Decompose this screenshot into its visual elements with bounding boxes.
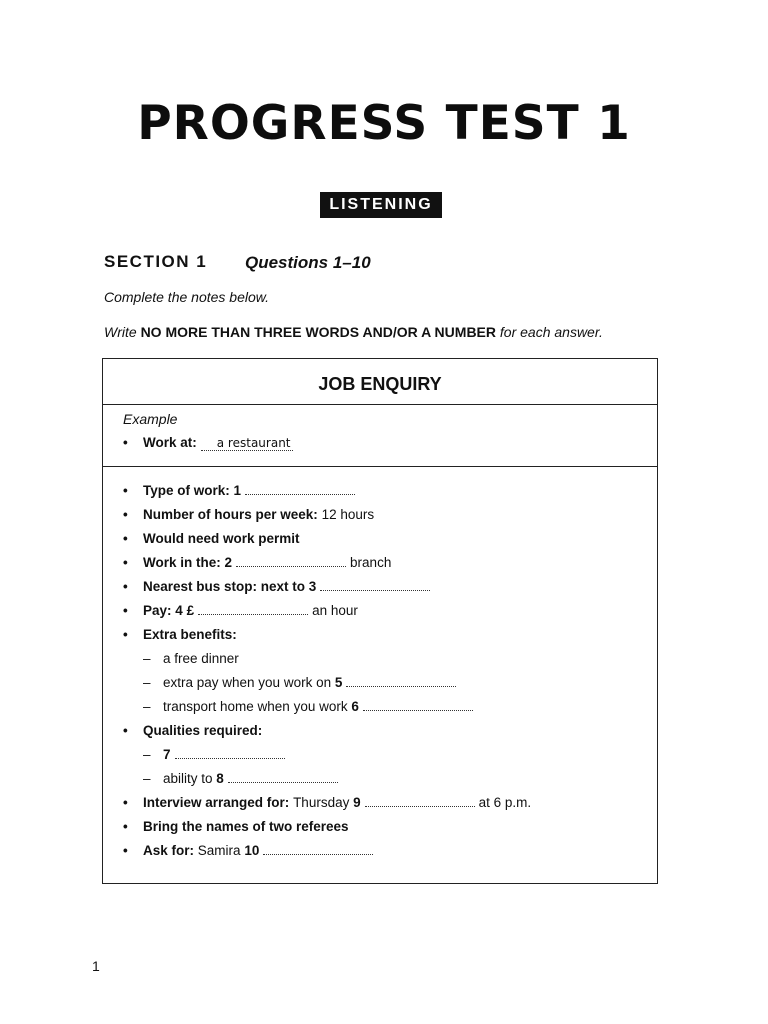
list-item-work-in — [123, 555, 391, 570]
section-label: SECTION 1 — [104, 252, 208, 271]
bullet: • — [123, 819, 128, 834]
sub-item-text: ability to — [163, 771, 213, 786]
answer-blank-3[interactable] — [320, 580, 430, 591]
answer-blank-2[interactable] — [236, 556, 346, 567]
example-item — [123, 435, 293, 451]
item-label: Work in the: — [143, 555, 221, 570]
list-item-ask-for — [123, 843, 377, 858]
item-suffix: branch — [350, 555, 392, 570]
currency-symbol: £ — [186, 603, 195, 618]
list-item-bus-stop — [123, 579, 434, 594]
example-answer: a restaurant — [201, 436, 293, 451]
item-label: Type of work: — [143, 483, 230, 498]
listening-badge: LISTENING — [320, 192, 442, 218]
item-label: Qualities required: — [143, 723, 263, 738]
instruction-text: for each answer. — [496, 324, 603, 340]
instruction-word-limit — [104, 324, 603, 340]
item-value: Thursday — [293, 795, 350, 810]
dash: – — [143, 747, 151, 762]
bullet: • — [123, 483, 128, 498]
dash: – — [143, 699, 151, 714]
question-number: 10 — [244, 843, 260, 858]
item-label: Would need work permit — [143, 531, 300, 546]
item-label: Pay: — [143, 603, 172, 618]
item-value: 12 hours — [321, 507, 375, 522]
bullet: • — [123, 723, 128, 738]
example-section — [103, 405, 657, 467]
answer-blank-8[interactable] — [228, 772, 338, 783]
sub-item-quality-2 — [143, 771, 342, 786]
form-title: JOB ENQUIRY — [103, 359, 657, 405]
item-label: Bring the names of two referees — [143, 819, 349, 834]
answer-blank-9[interactable] — [365, 796, 475, 807]
list-item-qualities — [123, 723, 262, 738]
list-item-referees — [123, 819, 349, 834]
item-label: Number of hours per week: — [143, 507, 318, 522]
instruction-text: Write — [104, 324, 141, 340]
sub-item-text: transport home when you work — [163, 699, 348, 714]
bullet: • — [123, 843, 128, 858]
instruction-bold: NO MORE THAN THREE WORDS AND/OR A NUMBER — [140, 324, 496, 340]
list-item-permit — [123, 531, 300, 546]
answer-blank-7[interactable] — [175, 748, 285, 759]
bullet: • — [123, 795, 128, 810]
question-number: 3 — [308, 579, 317, 594]
answer-blank-1[interactable] — [245, 484, 355, 495]
sub-item-text: a free dinner — [163, 651, 239, 666]
sub-item-benefit-3 — [143, 699, 477, 714]
bullet: • — [123, 435, 128, 450]
bullet: • — [123, 507, 128, 522]
question-number: 1 — [233, 483, 242, 498]
answer-blank-10[interactable] — [263, 844, 373, 855]
answer-blank-6[interactable] — [363, 700, 473, 711]
job-enquiry-form — [102, 358, 658, 884]
item-suffix: an hour — [312, 603, 358, 618]
sub-item-text: extra pay when you work on — [163, 675, 332, 690]
list-item-hours — [123, 507, 374, 522]
answer-blank-4[interactable] — [198, 604, 308, 615]
questions-label: Questions 1–10 — [245, 253, 371, 272]
bullet: • — [123, 579, 128, 594]
sub-item-benefit-1 — [143, 651, 239, 666]
sub-item-benefit-2 — [143, 675, 460, 690]
item-suffix: at 6 p.m. — [478, 795, 532, 810]
question-number: 4 — [175, 603, 183, 618]
page-number: 1 — [92, 958, 100, 974]
question-number: 6 — [351, 699, 359, 714]
list-item-interview — [123, 795, 531, 810]
question-number: 7 — [163, 747, 171, 762]
answer-blank-5[interactable] — [346, 676, 456, 687]
question-number: 5 — [334, 675, 343, 690]
item-value: Samira — [197, 843, 241, 858]
list-item-benefits — [123, 627, 237, 642]
question-number: 2 — [224, 555, 233, 570]
item-label: Extra benefits: — [143, 627, 237, 642]
list-item-pay — [123, 603, 358, 618]
bullet: • — [123, 627, 128, 642]
instruction-complete-notes: Complete the notes below. — [104, 289, 269, 305]
item-label: Interview arranged for: — [143, 795, 290, 810]
bullet: • — [123, 555, 128, 570]
list-item-type-of-work — [123, 483, 359, 498]
example-label: Example — [123, 411, 178, 427]
dash: – — [143, 651, 151, 666]
page-title: PROGRESS TEST 1 — [137, 96, 631, 151]
dash: – — [143, 771, 151, 786]
bullet: • — [123, 531, 128, 546]
item-label: Nearest bus stop: next to — [143, 579, 306, 594]
example-item-label: Work at: — [143, 435, 197, 450]
bullet: • — [123, 603, 128, 618]
question-number: 9 — [353, 795, 361, 810]
dash: – — [143, 675, 151, 690]
item-label: Ask for: — [143, 843, 195, 858]
sub-item-quality-1 — [143, 747, 289, 762]
question-number: 8 — [216, 771, 224, 786]
